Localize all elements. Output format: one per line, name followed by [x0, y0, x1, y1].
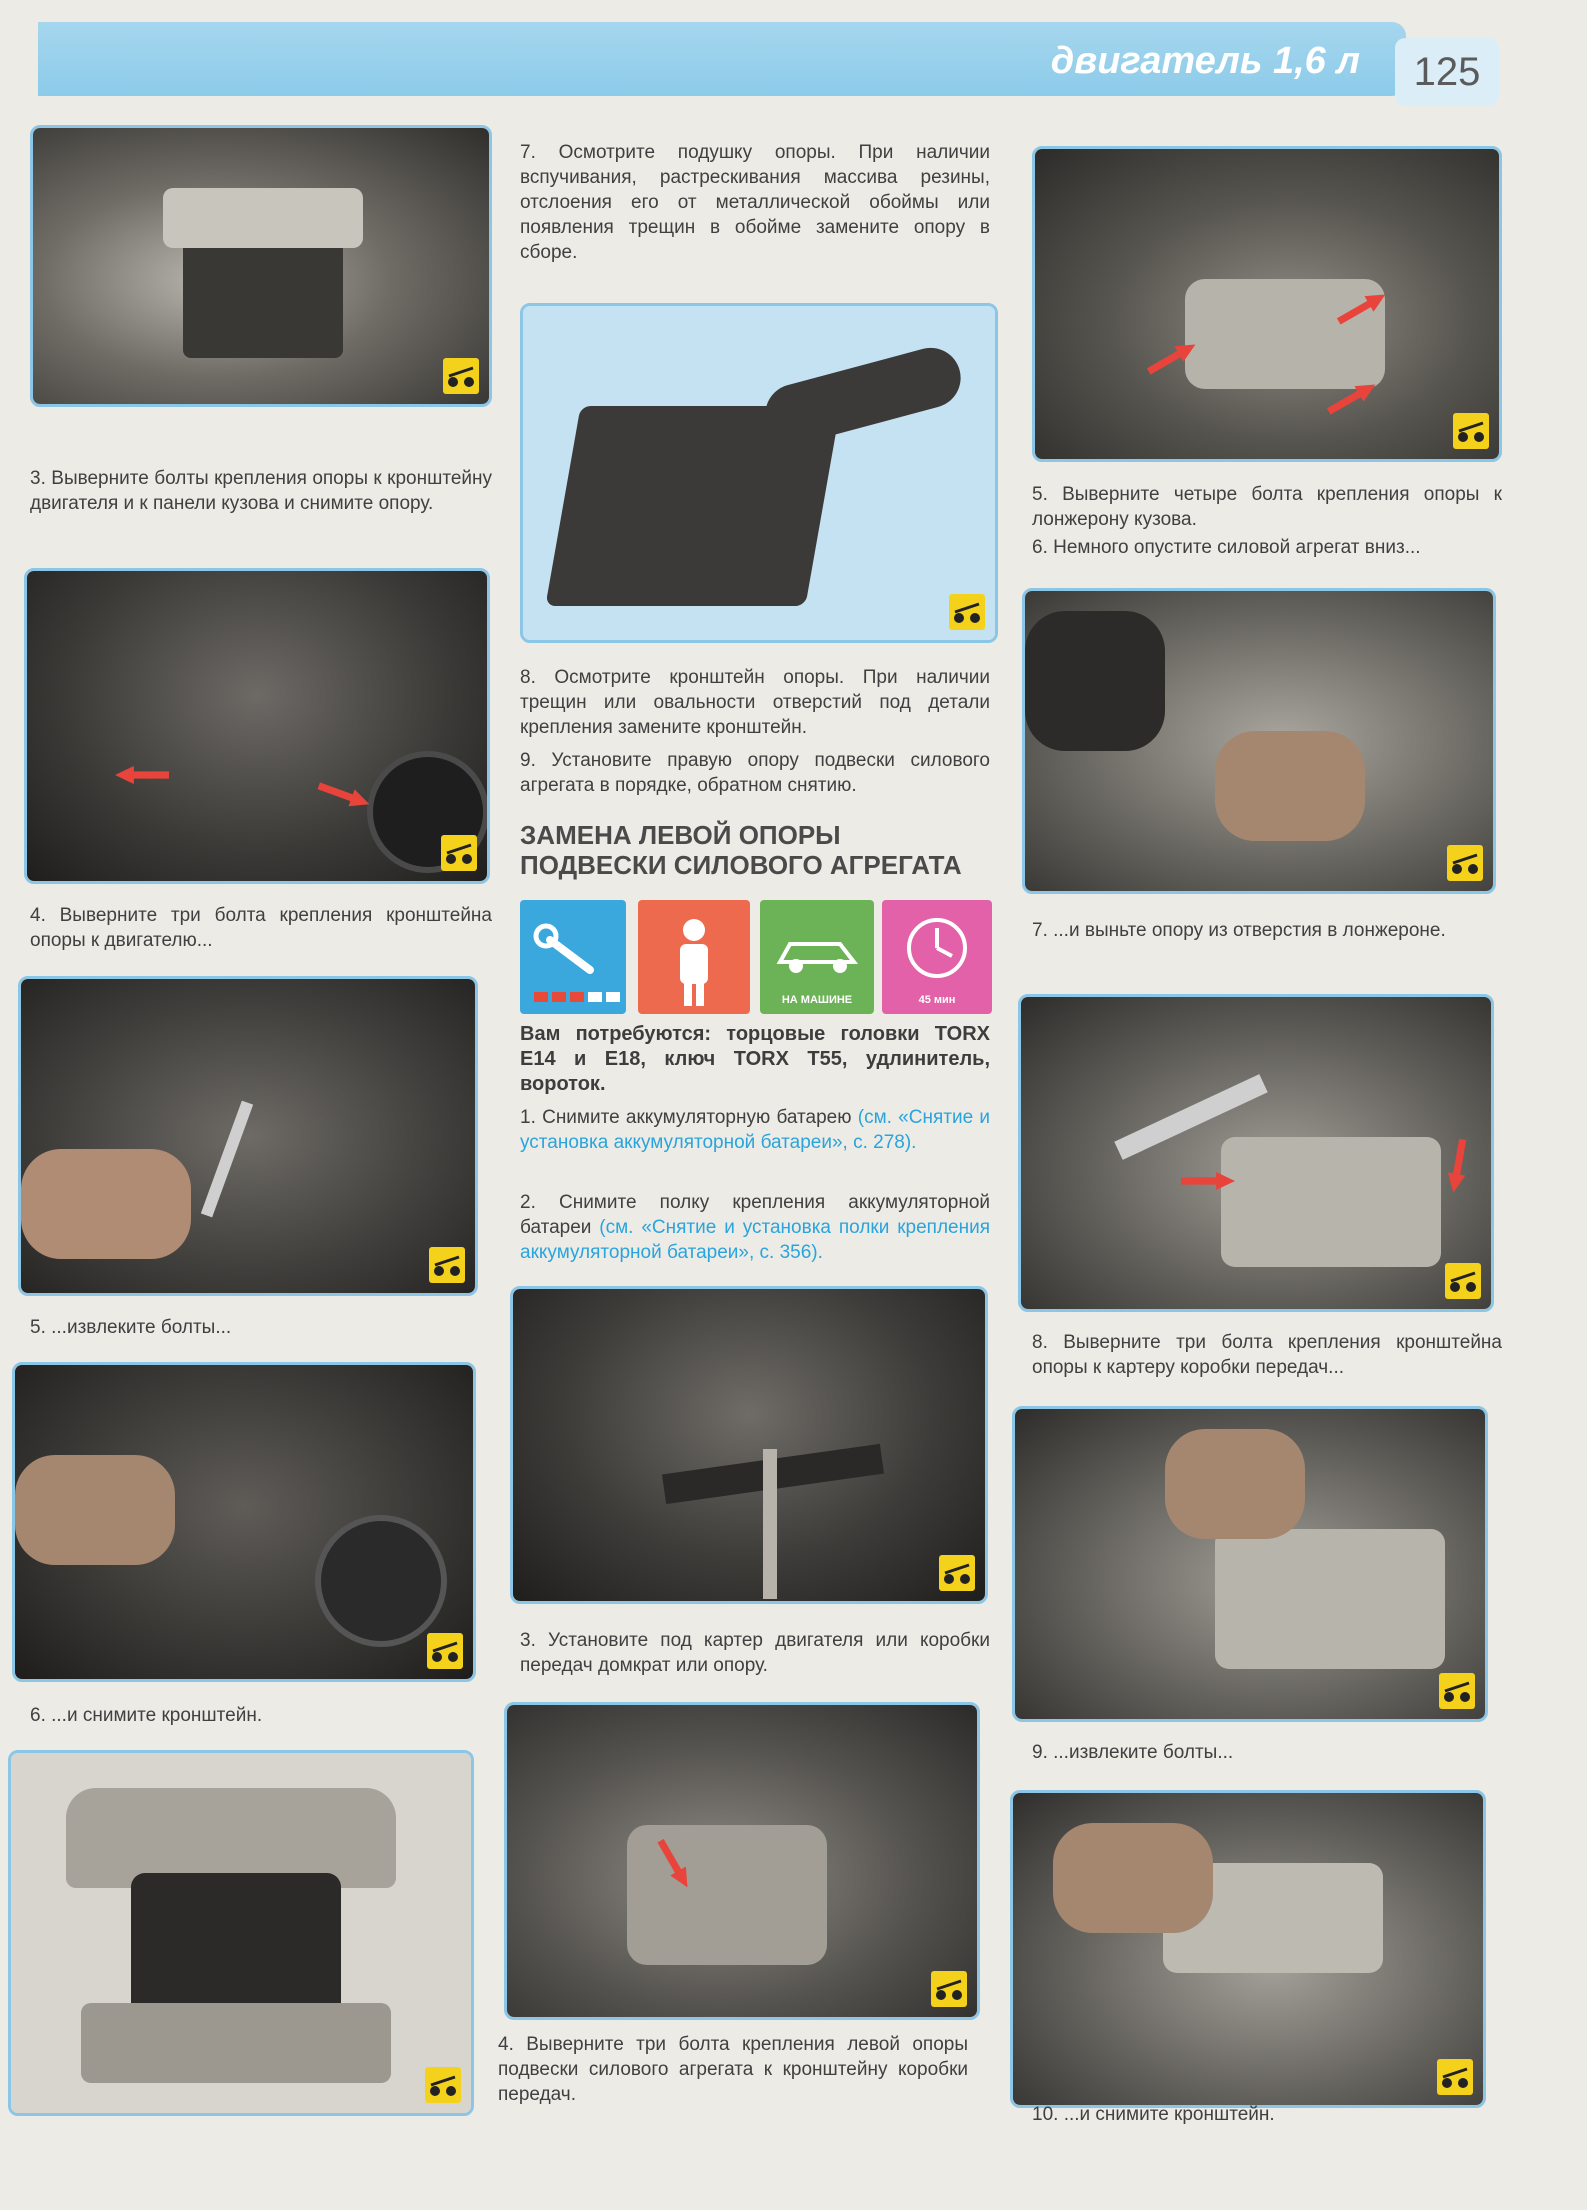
caption-right-step5: 5. Выверните четыре болта крепления опоры к лонжерону кузова.: [1032, 484, 1502, 530]
text-new-step1: [520, 1105, 990, 1155]
photo-tag-icon: [939, 1555, 975, 1591]
photo-tag-icon: [949, 594, 985, 630]
caption-right-step7: 7. ...и выньте опору из отверстия в лонжероне.: [1032, 920, 1446, 941]
caption-right-step6: 6. Немного опустите силовой агрегат вниз...: [1032, 537, 1421, 558]
photo-right-1: [1032, 146, 1502, 462]
new-step2-text: 2. Снимите полку крепления аккумуляторной батареи: [520, 1192, 990, 1238]
photo-left-3: [18, 976, 478, 1296]
text-new-step2: [520, 1190, 990, 1265]
photo-tag-icon: [931, 1971, 967, 2007]
photo-right-4: [1012, 1406, 1488, 1722]
caption-left-step5: 5. ...извлеките болты...: [30, 1317, 232, 1338]
tools-required: Вам потребуются: торцовые головки TORX E14 и E18, ключ TORX T55, удлинитель, вороток.: [520, 1023, 990, 1095]
caption-right-step9: 9. ...извлеките болты...: [1032, 1742, 1234, 1763]
caption-right-step10: 10. ...и снимите кронштейн.: [1032, 2104, 1275, 2125]
photo-tag-icon: [425, 2067, 461, 2103]
photo-tag-icon: [1445, 1263, 1481, 1299]
photo-tag-icon: [1453, 413, 1489, 449]
photo-tag-icon: [443, 358, 479, 394]
photo-middle-1: [520, 303, 998, 643]
photo-tag-icon: [1437, 2059, 1473, 2095]
text-new-step4: 4. Выверните три болта крепления левой опоры подвески силового агрегата к кронштейну коробки передач.: [498, 2034, 968, 2105]
icon-label-time: 45 мин: [918, 994, 956, 1006]
caption-left-step3: 3. Выверните болты крепления опоры к кронштейну двигателя и к панели кузова и снимите опору.: [30, 468, 492, 514]
photo-tag-icon: [1439, 1673, 1475, 1709]
tool-icon: [520, 900, 626, 1014]
car-icon: [760, 900, 874, 1014]
photo-middle-3: [504, 1702, 980, 2020]
clock-icon: [882, 900, 992, 1014]
photo-left-5: [8, 1750, 474, 2116]
photo-right-5: [1010, 1790, 1486, 2108]
person-icon: [638, 900, 750, 1014]
caption-left-step6: 6. ...и снимите кронштейн.: [30, 1705, 263, 1726]
photo-tag-icon: [1447, 845, 1483, 881]
section-heading: ЗАМЕНА ЛЕВОЙ ОПОРЫ ПОДВЕСКИ СИЛОВОГО АГРЕГАТА: [520, 820, 962, 880]
page-number: 125: [1395, 38, 1499, 106]
text-new-step3: 3. Установите под картер двигателя или коробки передач домкрат или опору.: [520, 1630, 990, 1676]
caption-left-step4: 4. Выверните три болта крепления кронштейна опоры к двигателю...: [30, 905, 492, 951]
new-step2-link[interactable]: (см. «Снятие и установка полки крепления аккумуляторной батареи», с. 356).: [520, 1217, 990, 1263]
photo-tag-icon: [429, 1247, 465, 1283]
photo-left-1: [30, 125, 492, 407]
photo-left-2: [24, 568, 490, 884]
photo-left-4: [12, 1362, 476, 1682]
text-step7: 7. Осмотрите подушку опоры. При наличии вспучивания, растрескивания массива резины, отслоения его от металлической обоймы или появления трещин в обойме замените опору в сборе.: [520, 142, 990, 263]
photo-right-2: [1022, 588, 1496, 894]
photo-right-3: [1018, 994, 1494, 1312]
caption-right-step8: 8. Выверните три болта крепления кронштейна опоры к картеру коробки передач...: [1032, 1332, 1502, 1378]
text-step8: 8. Осмотрите кронштейн опоры. При наличии трещин или овальности отверстий под детали крепления замените кронштейн.: [520, 667, 990, 738]
icon-label-on-car: НА МАШИНЕ: [781, 994, 853, 1006]
new-step1-link[interactable]: (см. «Снятие и установка аккумуляторной батареи», с. 278).: [520, 1107, 991, 1153]
photo-tag-icon: [427, 1633, 463, 1669]
photo-tag-icon: [441, 835, 477, 871]
new-step1-text: 1. Снимите аккумуляторную батарею: [520, 1107, 852, 1128]
section-title: двигатель 1,6 л: [1050, 40, 1360, 82]
text-step9: 9. Установите правую опору подвески силового агрегата в порядке, обратном снятию.: [520, 750, 990, 796]
photo-middle-2: [510, 1286, 988, 1604]
